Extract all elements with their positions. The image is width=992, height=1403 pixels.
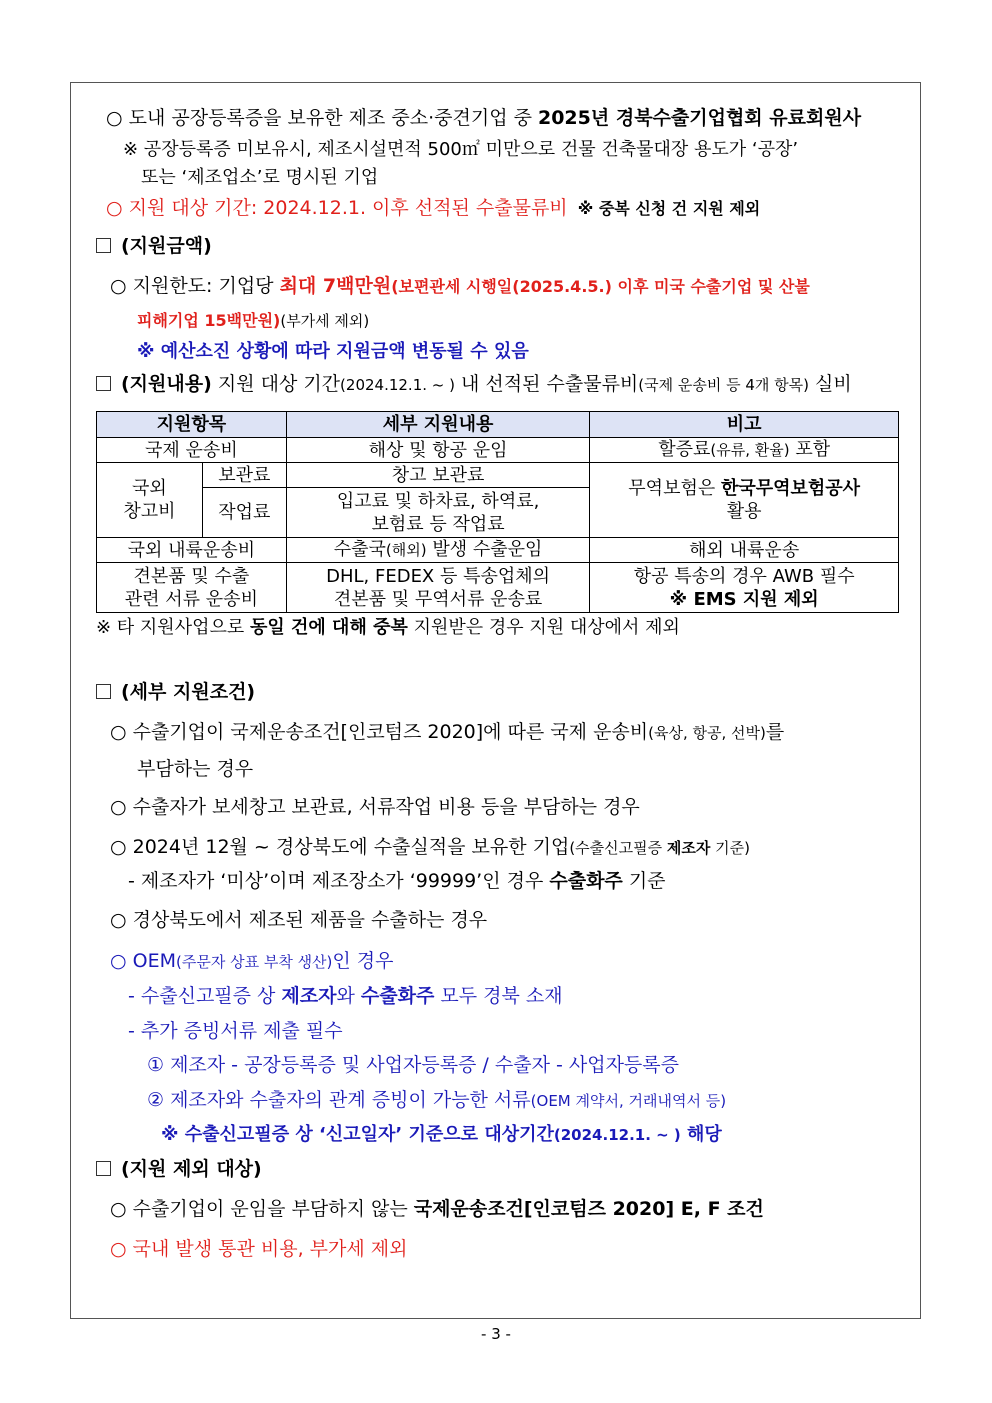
support-items-table [96, 411, 899, 613]
condition-3-sub: - 제조자가 ‘미상’이며 제조장소가 ‘99999’인 경우 수출화주 기준 [128, 870, 666, 892]
exclusion-1: ○ 수출기업이 운임을 부담하지 않는 국제운송조건[인코텀즈 2020] E, F 조건 [110, 1198, 764, 1220]
table-cell: 입고료 및 하차료, 하역료, 보험료 등 작업료 [286, 488, 590, 538]
condition-5-note: ※ 수출신고필증 상 ‘신고일자’ 기준으로 대상기간(2024.12.1. ~ ) 해당 [161, 1124, 722, 1145]
table-cell: 국제 운송비 [97, 438, 287, 463]
table-cell: 보관료 [202, 463, 286, 488]
section-heading-conditions: (세부 지원조건) [96, 680, 255, 704]
section-heading-amount: (지원금액) [96, 234, 212, 258]
table-cell: 국외 내륙운송비 [97, 538, 287, 563]
condition-2: ○ 수출자가 보세창고 보관료, 서류작업 비용 등을 부담하는 경우 [110, 796, 640, 818]
checkbox-icon [96, 238, 111, 253]
table-header: 세부 지원내용 [286, 412, 590, 438]
checkbox-icon [96, 684, 111, 699]
table-cell: 견본품 및 수출 관련 서류 운송비 [97, 563, 287, 613]
exclusion-2: ○ 국내 발생 통관 비용, 부가세 제외 [110, 1238, 408, 1260]
intro-line-3: 또는 ‘제조업소’로 명시된 기업 [141, 167, 379, 188]
amount-line-2: 피해기업 15백만원)(부가세 제외) [137, 311, 370, 330]
amount-line-1: ○ 지원한도: 기업당 최대 7백만원(보편관세 시행일(2025.4.5.) 이후 미국 수출기업 및 산불 [110, 275, 810, 297]
table-header: 비고 [590, 412, 899, 438]
intro-line-1: ○ 도내 공장등록증을 보유한 제조 중소·중견기업 중 2025년 경북수출기업협회 유료회원사 [106, 107, 862, 129]
section-heading-content: (지원내용) 지원 대상 기간(2024.12.1. ~ ) 내 선적된 수출물류비(국제 운송비 등 4개 항목) 실비 [96, 372, 852, 397]
intro-line-4: ○ 지원 대상 기간: 2024.12.1. 이후 선적된 수출물류비 ※ 중복 신청 건 지원 제외 [106, 197, 761, 219]
table-cell: 할증료(유류, 환율) 포함 [590, 438, 899, 463]
page-number: - 3 - [481, 1325, 511, 1343]
condition-5-sub-2: - 추가 증빙서류 제출 필수 [128, 1020, 343, 1042]
table-cell: 해상 및 항공 운임 [286, 438, 590, 463]
condition-3: ○ 2024년 12월 ~ 경상북도에 수출실적을 보유한 기업(수출신고필증 제조자 기준) [110, 836, 750, 858]
section-heading-exclusion: (지원 제외 대상) [96, 1157, 262, 1181]
table-cell: 수출국(해외) 발생 수출운임 [286, 538, 590, 563]
condition-4: ○ 경상북도에서 제조된 제품을 수출하는 경우 [110, 909, 488, 931]
table-cell: 무역보험은 한국무역보험공사 활용 [590, 463, 899, 538]
table-cell: 해외 내륙운송 [590, 538, 899, 563]
condition-5-sub-3: ① 제조자 - 공장등록증 및 사업자등록증 / 수출자 - 사업자등록증 [147, 1054, 679, 1076]
condition-5-sub-4: ② 제조자와 수출자의 관계 증빙이 가능한 서류(OEM 계약서, 거래내역서 등) [147, 1089, 727, 1111]
condition-1-line-2: 부담하는 경우 [137, 758, 254, 780]
table-header: 지원항목 [97, 412, 287, 438]
checkbox-icon [96, 376, 111, 391]
table-cell: DHL, FEDEX 등 특송업체의 견본품 및 무역서류 운송료 [286, 563, 590, 613]
checkbox-icon [96, 1161, 111, 1176]
table-note: ※ 타 지원사업으로 동일 건에 대해 중복 지원받은 경우 지원 대상에서 제외 [96, 617, 680, 638]
condition-5: ○ OEM(주문자 상표 부착 생산)인 경우 [110, 950, 394, 972]
condition-5-sub-1: - 수출신고필증 상 제조자와 수출화주 모두 경북 소재 [128, 985, 563, 1007]
table-cell: 국외 창고비 [97, 463, 203, 538]
condition-1: ○ 수출기업이 국제운송조건[인코텀즈 2020]에 따른 국제 운송비(육상, 항공, 선박)를 [110, 721, 785, 743]
table-cell: 창고 보관료 [286, 463, 590, 488]
table-cell: 작업료 [202, 488, 286, 538]
amount-note: ※ 예산소진 상황에 따라 지원금액 변동될 수 있음 [137, 341, 529, 362]
table-cell: 항공 특송의 경우 AWB 필수 ※ EMS 지원 제외 [590, 563, 899, 613]
intro-line-2: ※ 공장등록증 미보유시, 제조시설면적 500㎡ 미만으로 건물 건축물대장 용도가 ‘공장’ [123, 139, 799, 160]
